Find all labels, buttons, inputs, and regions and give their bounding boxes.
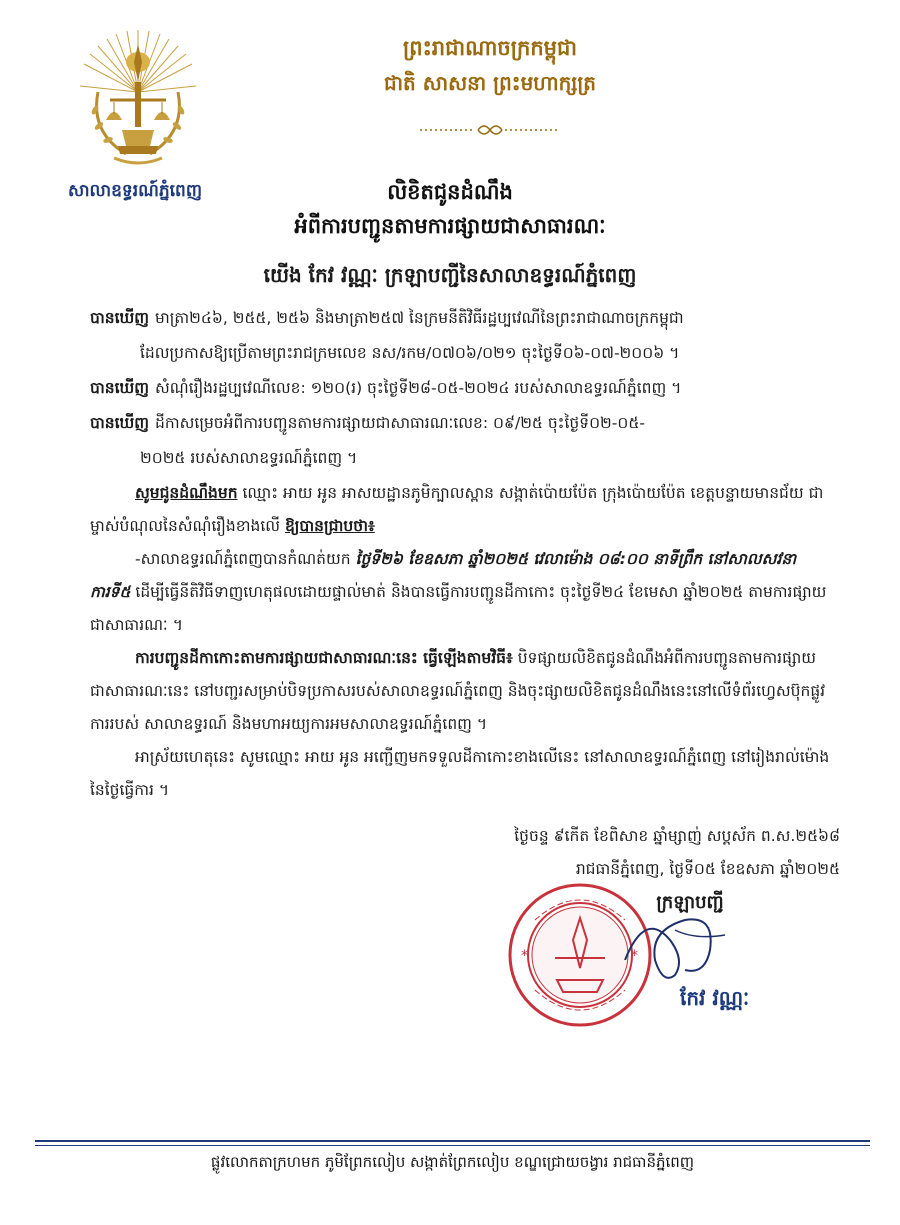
court-emblem-icon — [78, 22, 198, 172]
method-text: បិទផ្សាយលិខិតជូនដំណឹងអំពីការបញ្ជូនតាមការផ្សាយជាសាធារណៈនេះ នៅបញ្ជរសម្រាប់បិទប្រកាសរបស់សាលាឧទ្ធរណ៍ភ្នំពេញ និងចុះផ្សាយលិខិតជូនដំណឹងនេះនៅលើទំព័រហ្វេសប៊ុកផ្លូវការរបស់ សាលាឧទ្ធរណ៍ និងមហាអយ្យការអមសាលាឧទ្ធរណ៍ភ្នំពេញ ។ — [90, 649, 826, 733]
national-motto: ជាតិ សាសនា ព្រះមហាក្សត្រ — [384, 71, 596, 95]
svg-text:*: * — [631, 948, 638, 964]
signer-name: កែវ វណ្ណៈ — [680, 986, 750, 1010]
kingdom-line: ព្រះរាជាណាចក្រកម្ពុជា — [402, 36, 577, 60]
hearing-text-c: ដើម្បីធ្វើនីតិវិធីទាញហេតុផលដោយផ្ទាល់មាត់ និងបានធ្វើការបញ្ជូនដីកាកោះ ចុះថ្ងៃទី២៤ ខែមេសា ឆ្នាំ២០២៥ តាមការផ្សាយជាសាធារណៈ ។ — [90, 583, 827, 634]
seen1-text-a: មាត្រា២៤៦, ២៥៥, ២៥៦ និងមាត្រា២៥៧ នៃក្រមនីតិវិធីរដ្ឋប្បវេណីនៃព្រះរាជាណាចក្រកម្ពុជា — [155, 309, 684, 327]
notify-text: ឈ្មោះ អាយ អូន អាសយដ្ឋានភូមិក្បាលស្ពាន សង្កាត់ប៉ោយប៉ែត ក្រុងប៉ោយប៉ែត ខេត្តបន្ទាយមានជ័យ ជាម្ចាស់បំណុលនៃសំណុំរឿងខាងលើ — [90, 484, 824, 535]
footer-rule-bottom — [35, 1145, 870, 1146]
method-paragraph — [90, 642, 830, 741]
hearing-date: ថ្ងៃទី២៦ ខែឧសភា ឆ្នាំ២០២៥ វេលាម៉ោង ០៨:០០ នាទីព្រឹក នៅសាលសវនាការទី៥ — [90, 550, 797, 601]
seen3-text-b: ២០២៥ របស់សាលាឧទ្ធរណ៍ភ្នំពេញ ។ — [140, 449, 358, 467]
seen-clause-3 — [90, 407, 830, 440]
title-line2: អំពីការបញ្ជូនតាមការផ្សាយជាសាធារណៈ — [294, 214, 606, 238]
notify-paragraph — [90, 477, 830, 543]
method-lead: ការបញ្ជូនដីកាកោះតាមការផ្សាយជាសាធារណៈនេះ ធ្វើឡើងតាមវិធី៖ — [135, 649, 513, 667]
kingdom-header — [340, 30, 640, 100]
seen2-text: សំណុំរឿងរដ្ឋប្បវេណីលេខ: ១២០(រ) ចុះថ្ងៃទី២៨-០៥-២០២៤ របស់សាលាឧទ្ធរណ៍ភ្នំពេញ ។ — [155, 379, 682, 397]
seen-clause-2 — [90, 372, 830, 405]
seen3-text-a: ដីកាសម្រេចអំពីការបញ្ជូនតាមការផ្សាយជាសាធារណៈលេខ: ០៩/២៥ ចុះថ្ងៃទី០២-០៥- — [155, 414, 645, 432]
notify-end: ឱ្យបានជ្រាបថា៖ — [284, 517, 375, 535]
footer-rule-top — [35, 1140, 870, 1142]
sender-line: យើង កែវ វណ្ណៈ ក្រឡាបញ្ជីនៃសាលាឧទ្ធរណ៍ភ្នំពេញ — [263, 263, 637, 287]
hearing-text-a: -សាលាឧទ្ធរណ៍ភ្នំពេញបានកំណត់យក — [135, 550, 356, 568]
seen-label: បានឃើញ — [90, 414, 150, 432]
court-name: សាលាឧទ្ធរណ៍ភ្នំពេញ — [67, 181, 203, 201]
date-block — [400, 820, 840, 886]
footer-address: ផ្លូវលោកតាក្រហមក ភូមិព្រែកលៀប សង្កាត់ព្រែកលៀប ខណ្ឌជ្រោយចង្វារ រាជធានីភ្នំពេញ — [210, 1153, 695, 1171]
seen-label: បានឃើញ — [90, 379, 150, 397]
seen-clause-1 — [90, 302, 830, 335]
notify-label: សូមជូនដំណឹងមក — [135, 484, 238, 502]
handwritten-signature-icon — [615, 900, 735, 990]
conclusion-paragraph: អាស្រ័យហេតុនេះ សូមឈ្មោះ អាយ អូន អញ្ជើញមកទទួលដីកាកោះខាងលើនេះ នៅសាលាឧទ្ធរណ៍ភ្នំពេញ នៅរៀងរាល់ម៉ោងនៃថ្ងៃធ្វើការ ។ — [90, 748, 830, 799]
seen-label: បានឃើញ — [90, 309, 150, 327]
document-title — [150, 175, 750, 243]
signer-title: ក្រឡាបញ្ជី — [656, 892, 724, 913]
letter-body — [90, 302, 830, 807]
lunar-date: ថ្ងៃចន្ទ ៩កើត ខែពិសាខ ឆ្នាំម្សាញ់ សប្តស័ក ព.ស.២៥៦៨ — [514, 827, 840, 845]
seen1-text-b: ដែលប្រកាសឱ្យប្រើតាមព្រះរាជក្រមលេខ នស/រកម/០៧០៦/០២១ ចុះថ្ងៃទី០៦-០៧-២០០៦ ។ — [140, 344, 680, 362]
title-line1: លិខិតជូនដំណឹង — [387, 180, 513, 204]
hearing-paragraph — [90, 543, 830, 642]
svg-text:*: * — [521, 948, 528, 964]
solar-date: រាជធានីភ្នំពេញ, ថ្ងៃទី០៥ ខែឧសភា ឆ្នាំ២០២៥ — [575, 860, 840, 878]
ornament-divider-icon — [420, 120, 560, 140]
